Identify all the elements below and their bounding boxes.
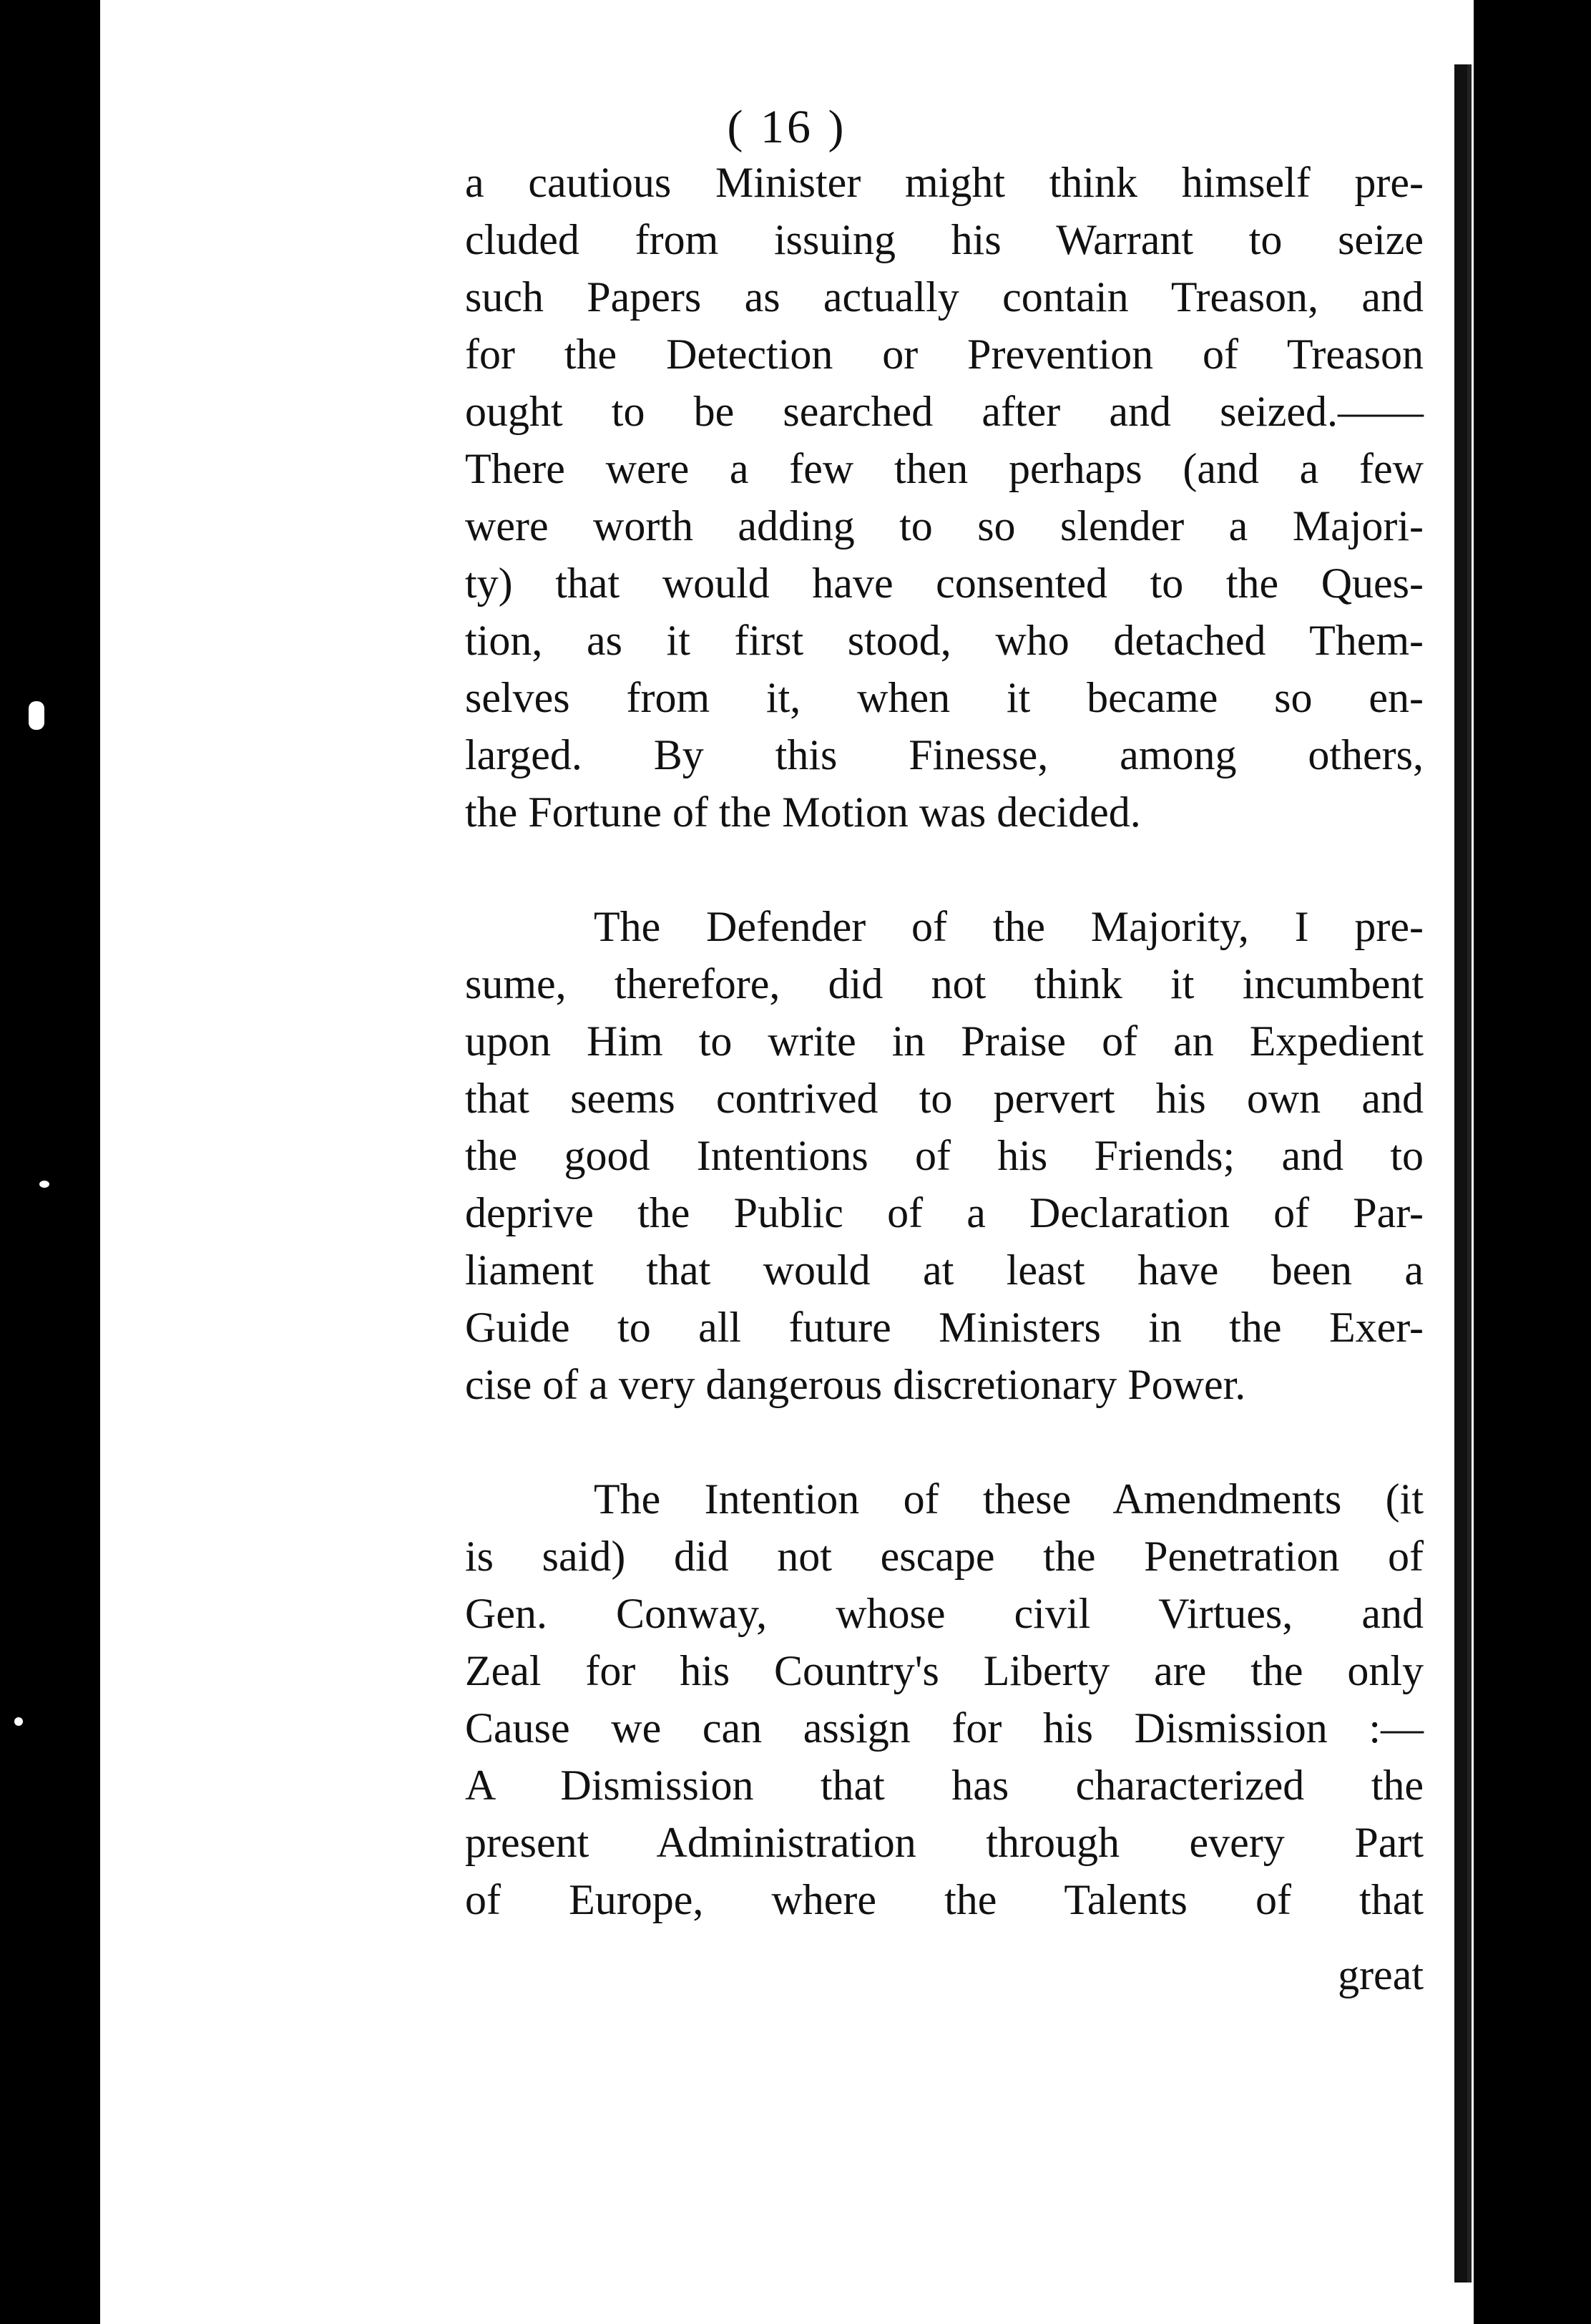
scan-artifact: [29, 701, 44, 730]
text-line: ought to be searched after and seized.——: [465, 388, 1424, 435]
text-line: cise of a very dangerous discretionary Power.: [465, 1361, 1246, 1408]
book-page: [100, 0, 1474, 2324]
text-line: liament that would at least have been a: [465, 1246, 1424, 1294]
text-line: the good Intentions of his Friends; and to: [465, 1132, 1424, 1179]
text-line: Guide to all future Ministers in the Exer-: [465, 1304, 1424, 1351]
text-line: is said) did not escape the Penetration of: [465, 1533, 1424, 1580]
text-line: sume, therefore, did not think it incumbent: [465, 960, 1424, 1007]
scan-artifact: [39, 1181, 49, 1188]
text-line: a cautious Minister might think himself pre-: [465, 159, 1424, 206]
text-line: present Administration through every Part: [465, 1819, 1424, 1866]
text-line: selves from it, when it became so en-: [465, 674, 1424, 721]
text-line: such Papers as actually contain Treason, and: [465, 273, 1424, 321]
page-number: ( 16 ): [727, 101, 847, 153]
text-line: ty) that would have consented to the Ques-: [465, 560, 1424, 607]
text-line: There were a few then perhaps (and a few: [465, 445, 1424, 492]
text-line: for the Detection or Prevention of Treason: [465, 331, 1424, 378]
text-line: larged. By this Finesse, among others,: [465, 731, 1424, 778]
text-line: upon Him to write in Praise of an Expedient: [465, 1017, 1424, 1065]
text-line: Zeal for his Country's Liberty are the only: [465, 1647, 1424, 1694]
text-line: A Dismission that has characterized the: [465, 1762, 1424, 1809]
text-line: the Fortune of the Motion was decided.: [465, 788, 1141, 836]
text-line: Gen. Conway, whose civil Virtues, and: [465, 1590, 1424, 1637]
catchword: great: [1338, 1951, 1424, 1998]
text-line: cluded from issuing his Warrant to seize: [465, 216, 1424, 263]
paragraph-start: The Intention of these Amendments (it: [594, 1475, 1424, 1523]
text-line: of Europe, where the Talents of that: [465, 1876, 1424, 1923]
page-edge: [1452, 64, 1472, 2282]
text-line: deprive the Public of a Declaration of Par-: [465, 1189, 1424, 1236]
scan-artifact: [14, 1717, 23, 1726]
text-line: were worth adding to so slender a Majori-: [465, 502, 1424, 550]
text-line: Cause we can assign for his Dismission :—: [465, 1704, 1424, 1752]
paragraph-start: The Defender of the Majority, I pre-: [594, 903, 1424, 950]
text-line: tion, as it first stood, who detached Them-: [465, 617, 1424, 664]
text-line: that seems contrived to pervert his own and: [465, 1075, 1424, 1122]
